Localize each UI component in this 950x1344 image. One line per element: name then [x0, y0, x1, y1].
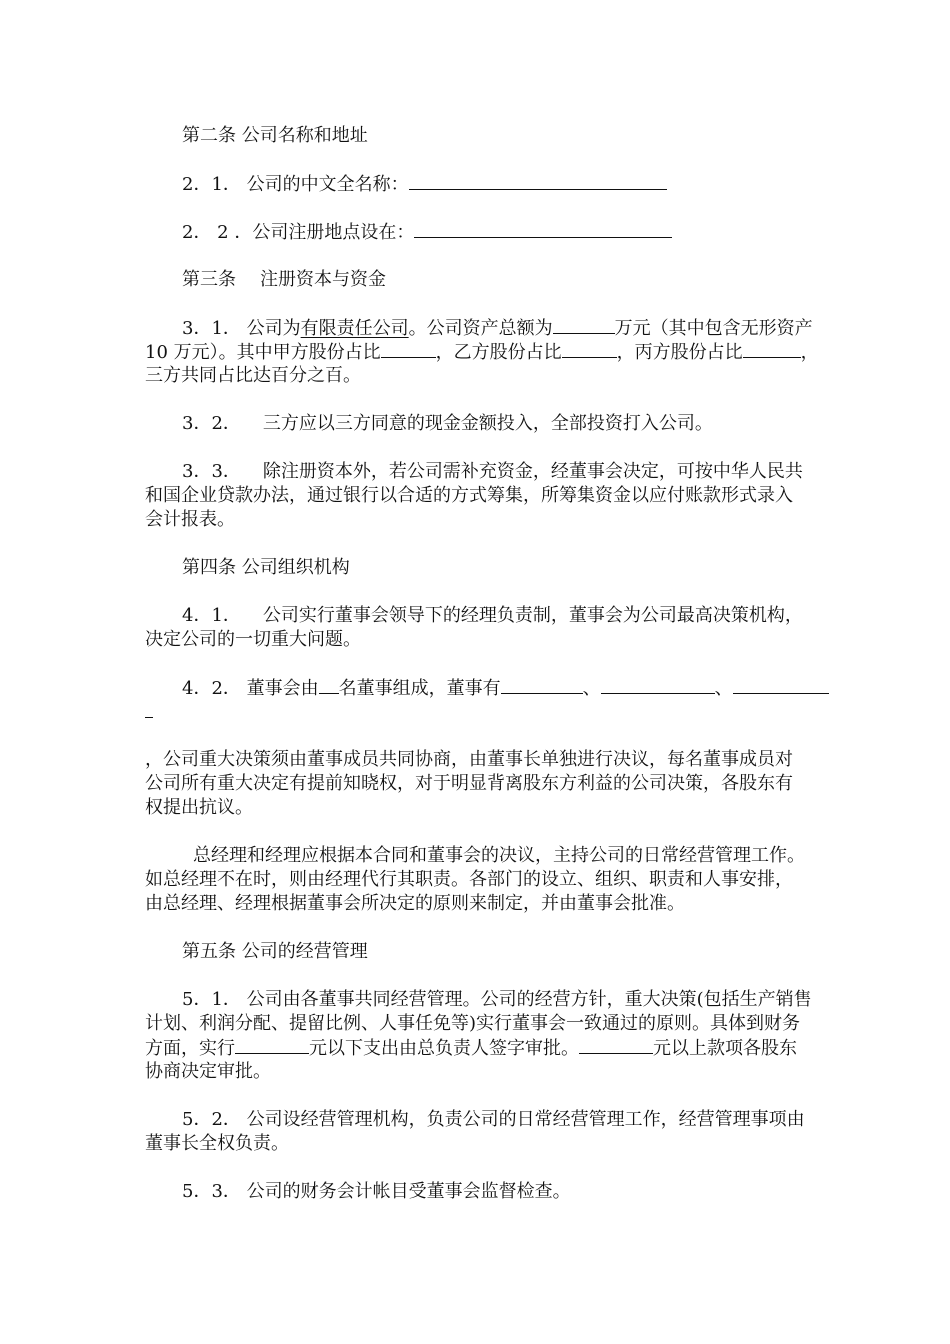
heading-number: 第三条	[182, 269, 236, 290]
clause-5-3	[145, 1180, 850, 1204]
fill-blank-director-3-continued[interactable]	[145, 700, 153, 718]
fill-blank-director-count[interactable]	[319, 676, 339, 694]
fill-blank-director-1[interactable]	[501, 676, 583, 694]
clause-text: 协商决定审批。	[145, 1061, 271, 1082]
clause-2-2	[145, 220, 850, 244]
clause-text: 三方应以三方同意的现金金额投入，全部投资打入公司。	[262, 413, 713, 434]
heading-text: 第四条 公司组织机构	[182, 557, 350, 578]
clause-text: 计划、利润分配、提留比例、人事任免等)实行董事会一致通过的原则。具体到财务	[145, 1013, 801, 1034]
fill-blank-approval-limit-above[interactable]	[579, 1036, 653, 1054]
clause-text: 会计报表。	[145, 509, 235, 530]
clause-4-2	[145, 676, 850, 724]
clause-5-1	[145, 988, 850, 1084]
paragraph-text: 由总经理、经理根据董事会所决定的原则来制定，并由董事会批准。	[145, 893, 685, 914]
clause-text: 和国企业贷款办法，通过银行以合适的方式筹集，所筹集资金以应付账款形式录入	[145, 485, 793, 506]
clause-text: 10 万元）。其中甲方股份占比	[145, 342, 381, 363]
fill-blank-approval-limit-below[interactable]	[235, 1036, 309, 1054]
clause-text: 董事长全权负责。	[145, 1133, 289, 1154]
clause-text: 、	[582, 678, 601, 699]
clause-text: 万元（其中包含无形资产	[614, 318, 813, 339]
clause-label: 2． 2 ．公司注册地点设在：	[182, 222, 415, 243]
clause-text: 5．3． 公司的财务会计帐目受董事会监督检查。	[182, 1181, 571, 1202]
fill-blank-chinese-name[interactable]	[409, 172, 667, 190]
clause-text: 5．1． 公司由各董事共同经营管理。公司的经营方针，重大决策(包括生产销售	[182, 989, 812, 1010]
paragraph-general-manager	[145, 844, 850, 916]
clause-number: 3．2．	[182, 413, 241, 434]
clause-3-3	[145, 460, 850, 532]
fill-blank-director-3[interactable]	[733, 676, 829, 694]
clause-2-1	[145, 172, 850, 196]
fill-blank-party-b-share[interactable]	[562, 340, 617, 358]
paragraph-text: 如总经理不在时，则由经理代行其职责。各部门的设立、组织、职责和人事安排，	[145, 869, 793, 890]
fill-blank-party-a-share[interactable]	[381, 340, 436, 358]
paragraph-text: ，公司重大决策须由董事成员共同协商，由董事长单独进行决议，每名董事成员对	[145, 749, 793, 770]
paragraph-text: 公司所有重大决定有提前知晓权，对于明显背离股东方利益的公司决策，各股东有	[145, 773, 793, 794]
clause-4-1	[145, 604, 850, 652]
clause-number: 4．1．	[182, 605, 241, 626]
article-3-heading	[145, 268, 850, 292]
clause-text: 名董事组成，董事有	[338, 678, 501, 699]
clause-text: 元以下支出由总负责人签字审批。	[309, 1038, 579, 1059]
clause-text: ，丙方股份占比	[616, 342, 743, 363]
fill-blank-registered-address[interactable]	[414, 220, 672, 238]
clause-text: 公司实行董事会领导下的经理负责制，董事会为公司最高决策机构，	[262, 605, 803, 626]
article-4-heading	[145, 556, 850, 580]
article-5-heading	[145, 940, 850, 964]
clause-text: 决定公司的一切重大问题。	[145, 629, 361, 650]
clause-number: 3．3．	[182, 461, 241, 482]
clause-text: 三方共同占比达百分之百。	[145, 365, 361, 386]
heading-text: 第五条 公司的经营管理	[182, 941, 368, 962]
clause-3-2	[145, 412, 850, 436]
fill-blank-total-assets[interactable]	[553, 316, 615, 334]
article-2-heading	[145, 124, 850, 148]
clause-text: 元以上款项各股东	[653, 1038, 797, 1059]
clause-text: 4．2． 董事会由	[182, 678, 319, 699]
fill-blank-director-2[interactable]	[601, 676, 715, 694]
paragraph-major-decisions	[145, 748, 850, 820]
clause-label: 2．1． 公司的中文全名称：	[182, 174, 409, 195]
clause-text: ，	[800, 342, 819, 363]
paragraph-text: 权提出抗议。	[145, 797, 253, 818]
heading-text: 第二条 公司名称和地址	[182, 125, 368, 146]
clause-5-2	[145, 1108, 850, 1156]
clause-text: 3．1． 公司为	[182, 318, 301, 339]
paragraph-text: 总经理和经理应根据本合同和董事会的决议，主持公司的日常经营管理工作。	[193, 845, 805, 866]
clause-3-1	[145, 316, 850, 388]
clause-text: 5．2． 公司设经营管理机构，负责公司的日常经营管理工作，经营管理事项由	[182, 1109, 805, 1130]
clause-text: 、	[714, 678, 733, 699]
clause-text: 方面，实行	[145, 1038, 235, 1059]
clause-text: 。公司资产总额为	[408, 318, 553, 339]
limited-liability-company-link[interactable]: 有限责任公司	[300, 318, 409, 339]
heading-text: 注册资本与资金	[260, 269, 386, 290]
fill-blank-party-c-share[interactable]	[743, 340, 801, 358]
clause-text: 除注册资本外，若公司需补充资金，经董事会决定，可按中华人民共	[262, 461, 803, 482]
clause-text: ，乙方股份占比	[435, 342, 562, 363]
